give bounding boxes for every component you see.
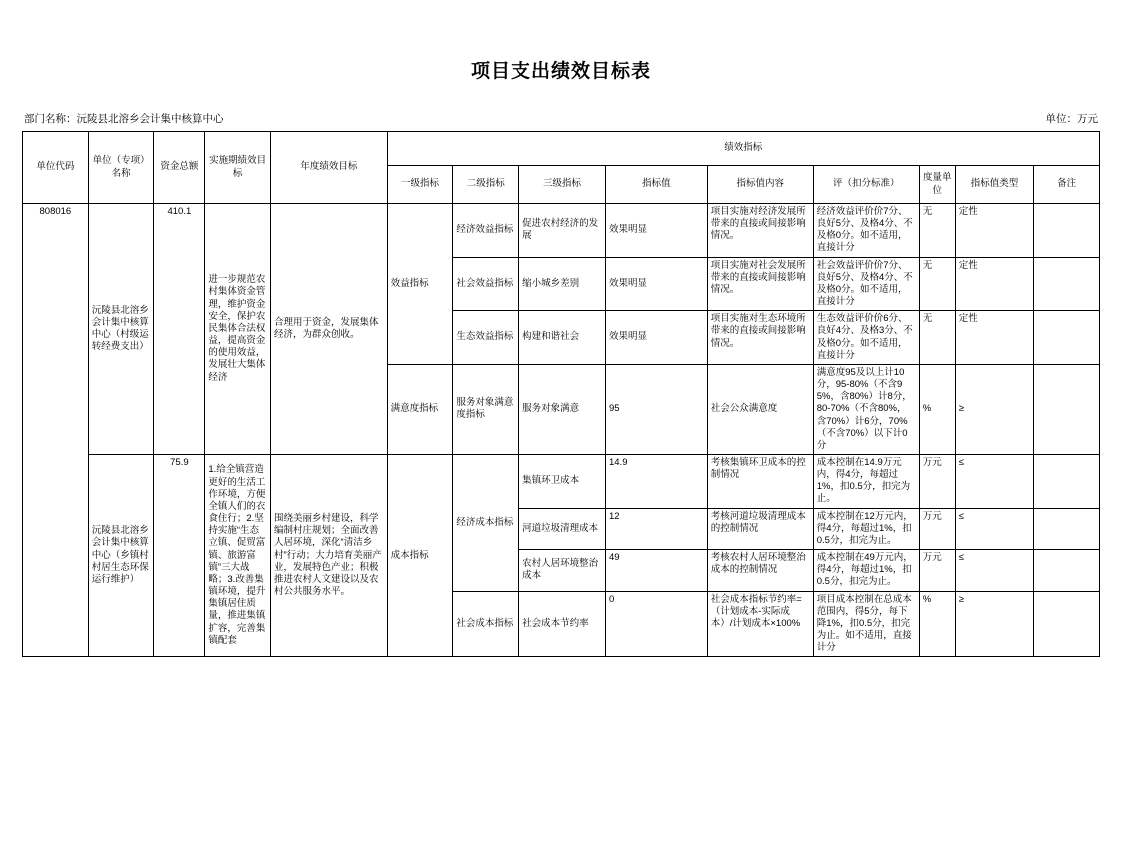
th-measure-unit: 度量单位 — [919, 166, 955, 204]
cell-measure-unit: 万元 — [919, 454, 955, 508]
cell-fund-total: 75.9 — [154, 454, 205, 656]
cell-remark — [1034, 311, 1100, 365]
cell-indicator-value: 效果明显 — [605, 257, 707, 311]
th-indicator-value-content: 指标值内容 — [707, 166, 813, 204]
cell-value-type: 定性 — [955, 311, 1033, 365]
cell-level2: 服务对象满意度指标 — [453, 364, 519, 454]
meta-row — [22, 111, 1100, 126]
cell-measure-unit: 无 — [919, 257, 955, 311]
cell-score-standard: 满意度95及以上计10分，95-80%（不含95%，含80%）计8分，80-70%（不含80%，含70%）计6分，70%（不含70%）以下计0分 — [813, 364, 919, 454]
cell-impl-goal: 1.给全镇营造更好的生活工作环境，方便全镇人们的衣食住行；2.坚持实施“生态立镇、促贸富镇、旅游富镇”三大战略；3.改善集镇环境，提升集镇居住质量，推进集镇扩容，完善集镇配套 — [205, 454, 271, 656]
cell-remark — [1034, 257, 1100, 311]
cell-indicator-value: 效果明显 — [605, 204, 707, 258]
cell-impl-goal: 进一步规范农村集体资金管理，维护资金安全，保护农民集体合法权益，提高资金的使用效益，发展壮大集体经济 — [205, 204, 271, 455]
cell-unit-name: 沅陵县北溶乡会计集中核算中心（村级运转经费支出） — [88, 204, 154, 455]
cell-measure-unit: 万元 — [919, 508, 955, 549]
cell-indicator-value-content: 考核农村人居环境整治成本的控制情况 — [707, 550, 813, 591]
cell-level2: 社会成本指标 — [453, 591, 519, 657]
th-level1: 一级指标 — [387, 166, 453, 204]
table-row — [23, 204, 1100, 258]
cell-indicator-value-content: 项目实施对经济发展所带来的直接或间接影响情况。 — [707, 204, 813, 258]
cell-value-type: ≤ — [955, 454, 1033, 508]
cell-level1: 满意度指标 — [387, 364, 453, 454]
th-annual-goal: 年度绩效目标 — [271, 132, 388, 204]
cell-level3: 集镇环卫成本 — [519, 454, 606, 508]
cell-level3: 构建和谐社会 — [519, 311, 606, 365]
th-impl-goal: 实施期绩效目标 — [205, 132, 271, 204]
unit-label: 单位：万元 — [1045, 113, 1098, 125]
cell-remark — [1034, 454, 1100, 508]
cell-value-type: 定性 — [955, 257, 1033, 311]
cell-indicator-value: 效果明显 — [605, 311, 707, 365]
cell-score-standard: 成本控制在12万元内，得4分，每超过1%，扣0.5分，扣完为止。 — [813, 508, 919, 549]
cell-indicator-value: 14.9 — [605, 454, 707, 508]
th-fund-total: 资金总额 — [154, 132, 205, 204]
cell-indicator-value: 95 — [605, 364, 707, 454]
cell-indicator-value: 49 — [605, 550, 707, 591]
cell-measure-unit: 无 — [919, 311, 955, 365]
cell-level3: 农村人居环境整治成本 — [519, 550, 606, 591]
th-level2: 二级指标 — [453, 166, 519, 204]
cell-annual-goal: 围绕美丽乡村建设，科学编制村庄规划；全面改善人居环境，深化“清洁乡村”行动；大力培育美丽产业，发展特色产业；积极推进农村人文建设以及农村公共服务水平。 — [271, 454, 388, 656]
cell-remark — [1034, 364, 1100, 454]
cell-measure-unit: % — [919, 591, 955, 657]
cell-score-standard: 经济效益评价价7分、良好5分、及格4分、不及格0分。如不适用，直接计分 — [813, 204, 919, 258]
cell-indicator-value-content: 考核集镇环卫成本的控制情况 — [707, 454, 813, 508]
cell-score-standard: 社会效益评价价7分、良好5分、及格4分、不及格0分。如不适用，直接计分 — [813, 257, 919, 311]
document-page — [0, 56, 1122, 849]
cell-level1: 效益指标 — [387, 204, 453, 365]
performance-table — [22, 131, 1100, 657]
cell-measure-unit: 万元 — [919, 550, 955, 591]
cell-level3: 河道垃圾清理成本 — [519, 508, 606, 549]
cell-indicator-value: 12 — [605, 508, 707, 549]
cell-remark — [1034, 550, 1100, 591]
table-row — [23, 454, 1100, 508]
cell-level3: 促进农村经济的发展 — [519, 204, 606, 258]
cell-score-standard: 成本控制在14.9万元内，得4分，每超过1%，扣0.5分，扣完为止。 — [813, 454, 919, 508]
th-level3: 三级指标 — [519, 166, 606, 204]
cell-level3: 服务对象满意 — [519, 364, 606, 454]
cell-value-type: ≥ — [955, 364, 1033, 454]
cell-indicator-value-content: 项目实施对社会发展所带来的直接或间接影响情况。 — [707, 257, 813, 311]
cell-value-type: ≥ — [955, 591, 1033, 657]
th-value-type: 指标值类型 — [955, 166, 1033, 204]
cell-score-standard: 项目成本控制在总成本范围内，得5分，每下降1%，扣0.5分，扣完为止。如不适用，直接计分 — [813, 591, 919, 657]
cell-level2: 生态效益指标 — [453, 311, 519, 365]
cell-indicator-value-content: 项目实施对生态环境所带来的直接或间接影响情况。 — [707, 311, 813, 365]
th-remark: 备注 — [1034, 166, 1100, 204]
cell-indicator-value-content: 社会公众满意度 — [707, 364, 813, 454]
cell-level2: 经济效益指标 — [453, 204, 519, 258]
cell-level3: 社会成本节约率 — [519, 591, 606, 657]
cell-score-standard: 成本控制在49万元内，得4分，每超过1%，扣0.5分，扣完为止。 — [813, 550, 919, 591]
cell-value-type: 定性 — [955, 204, 1033, 258]
cell-measure-unit: 无 — [919, 204, 955, 258]
cell-indicator-value-content: 社会成本指标节约率=（计划成本-实际成本）/计划成本×100% — [707, 591, 813, 657]
cell-level2: 社会效益指标 — [453, 257, 519, 311]
cell-unit-name: 沅陵县北溶乡会计集中核算中心（乡镇村村居生态环保运行维护） — [88, 454, 154, 656]
th-score-standard: 评（扣分标准） — [813, 166, 919, 204]
table-header-row-1 — [23, 132, 1100, 166]
th-perf-indicators: 绩效指标 — [387, 132, 1099, 166]
th-indicator-value: 指标值 — [605, 166, 707, 204]
cell-value-type: ≤ — [955, 550, 1033, 591]
page-title: 项目支出绩效目标表 — [470, 61, 651, 82]
cell-remark — [1034, 591, 1100, 657]
cell-indicator-value-content: 考核河道垃圾清理成本的控制情况 — [707, 508, 813, 549]
cell-level3: 缩小城乡差别 — [519, 257, 606, 311]
cell-indicator-value: 0 — [605, 591, 707, 657]
cell-unit-code: 808016 — [23, 204, 89, 657]
cell-score-standard: 生态效益评价价6分、良好4分、及格3分、不及格0分。如不适用，直接计分 — [813, 311, 919, 365]
cell-remark — [1034, 204, 1100, 258]
table-body — [23, 204, 1100, 657]
department-label: 部门名称：沅陵县北溶乡会计集中核算中心 — [24, 113, 224, 125]
th-unit-code: 单位代码 — [23, 132, 89, 204]
cell-remark — [1034, 508, 1100, 549]
cell-measure-unit: % — [919, 364, 955, 454]
th-unit-name: 单位（专项）名称 — [88, 132, 154, 204]
cell-level2: 经济成本指标 — [453, 454, 519, 591]
cell-fund-total: 410.1 — [154, 204, 205, 455]
cell-annual-goal: 合理用于资金，发展集体经济，为群众创收。 — [271, 204, 388, 455]
cell-level1: 成本指标 — [387, 454, 453, 656]
cell-value-type: ≤ — [955, 508, 1033, 549]
